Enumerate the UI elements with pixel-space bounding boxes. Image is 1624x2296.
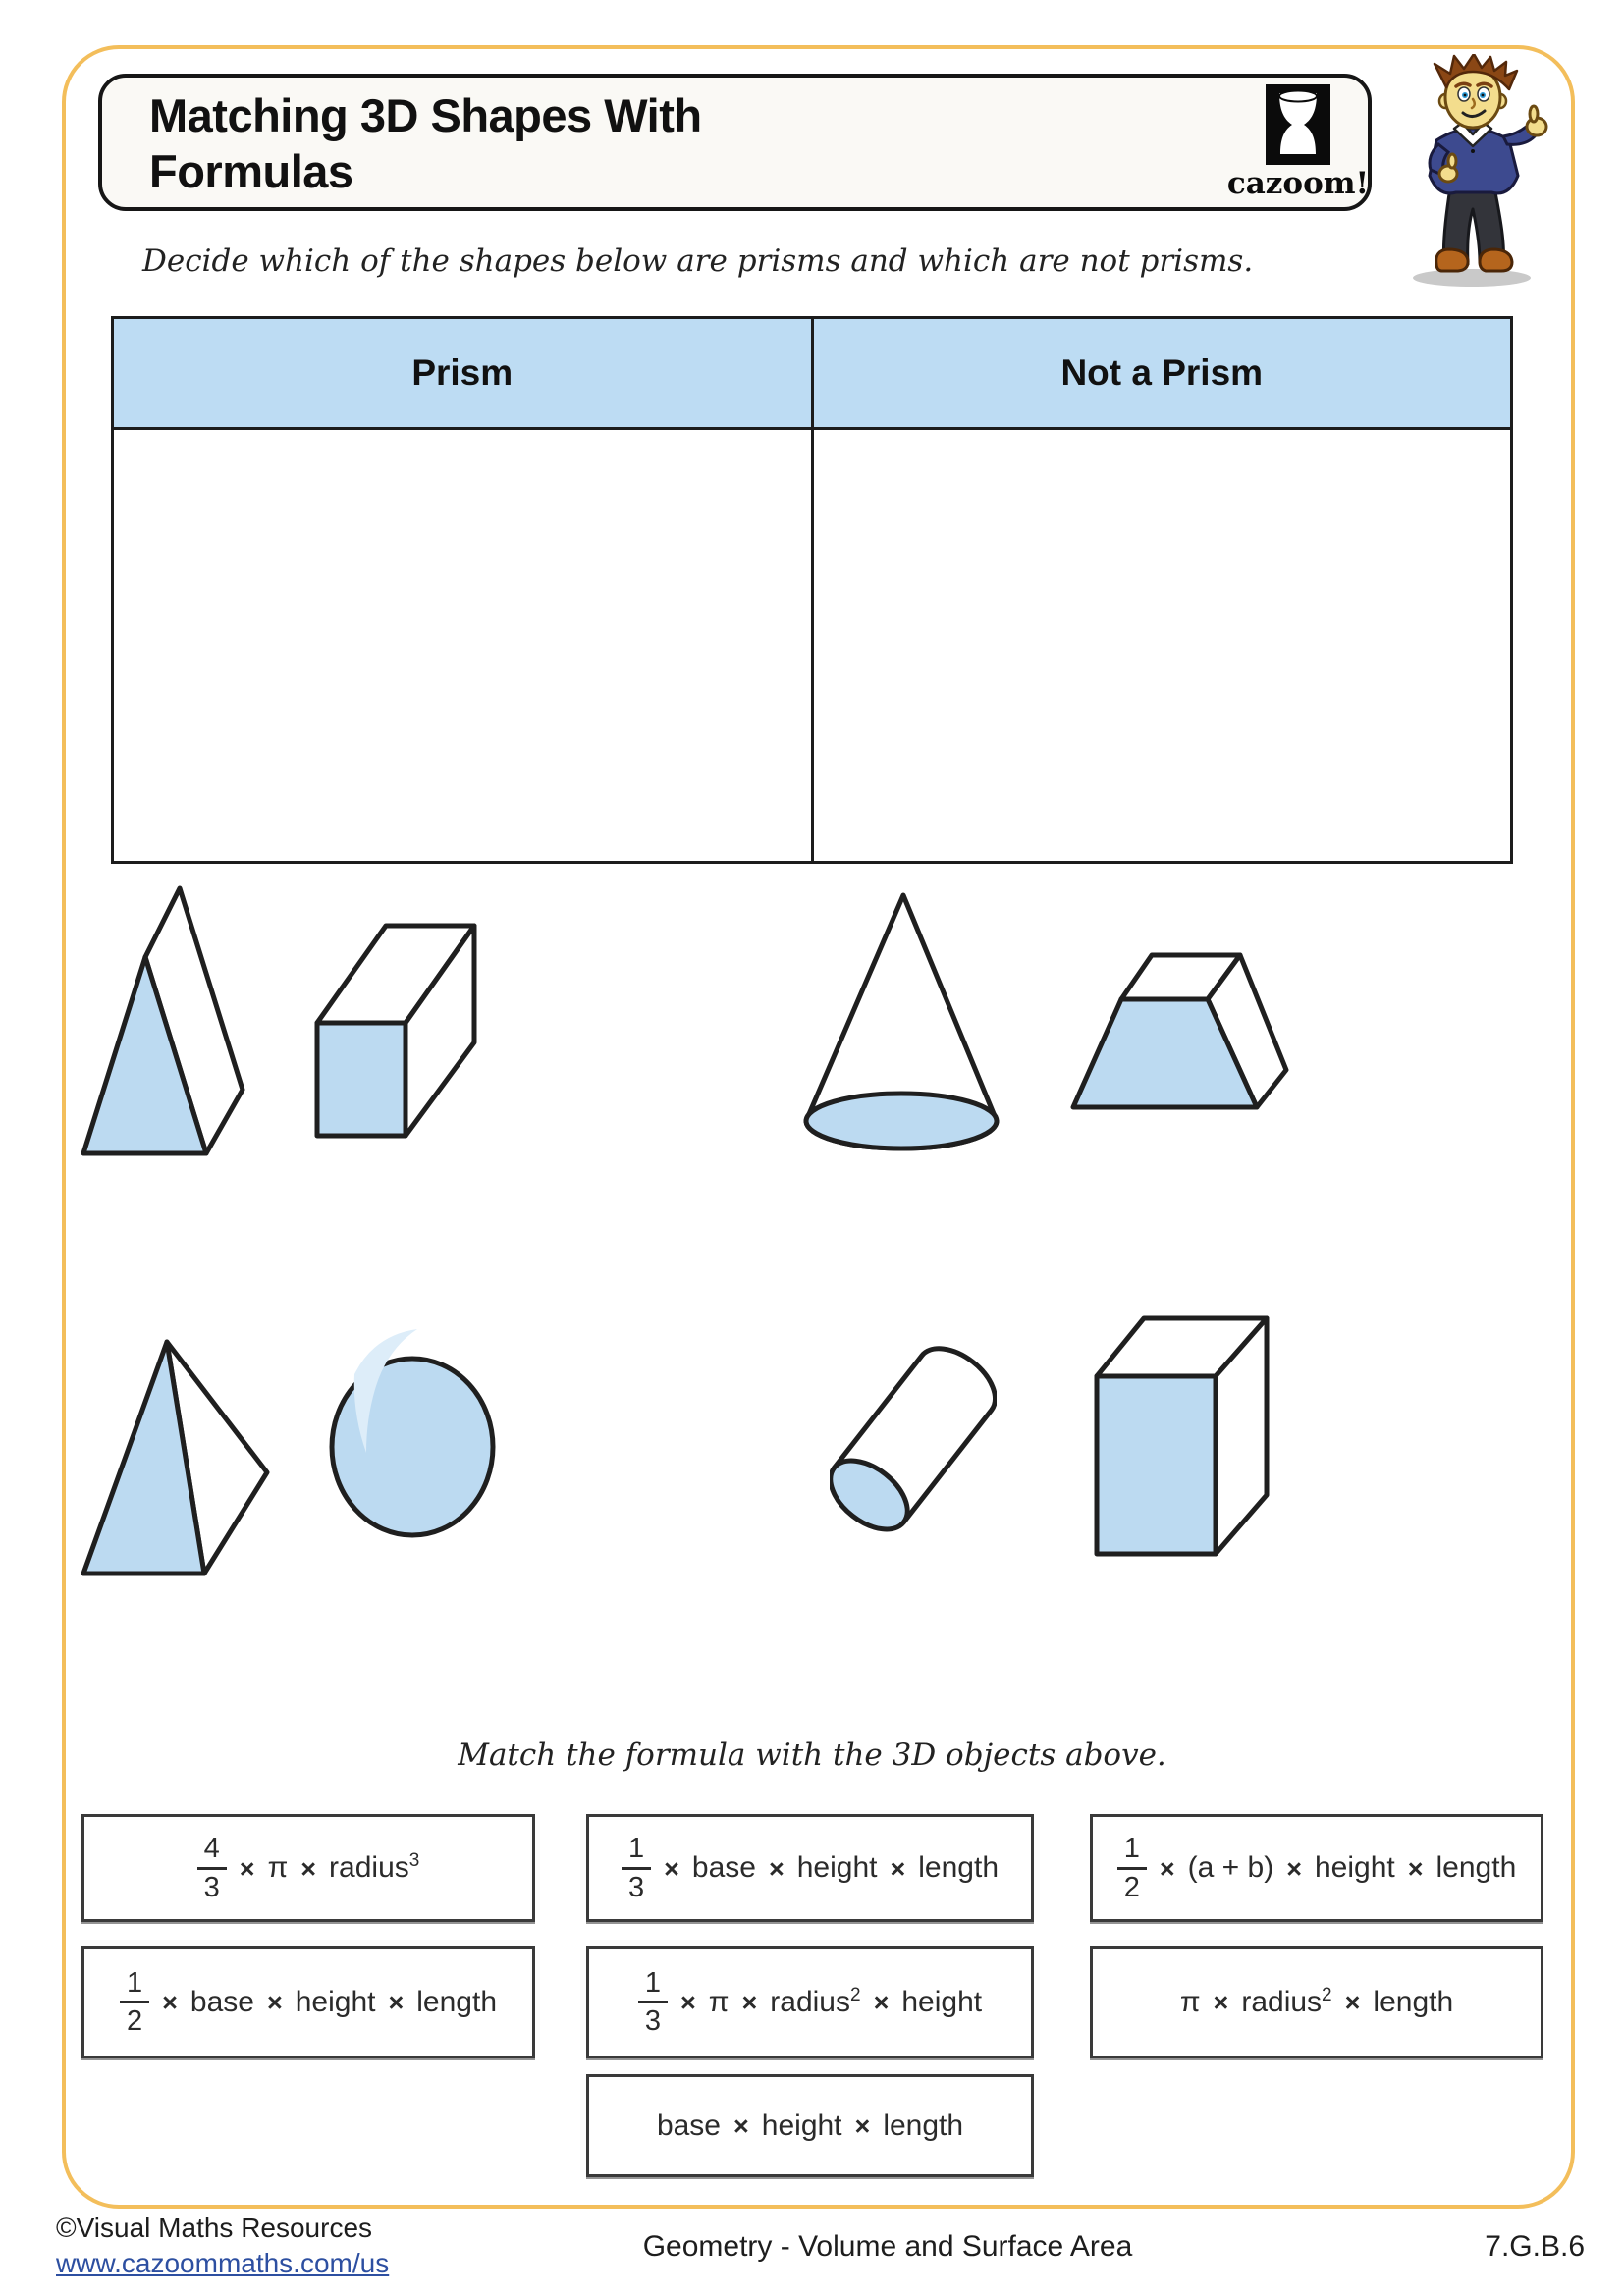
prism-table [111,316,1513,864]
formula-box-trapezoidal-prism-volume: $\frac{1}{2}$ × (a + b) × height × length [1090,1814,1543,1922]
prism-answer-cell [114,430,814,864]
shape-cube [1090,1313,1276,1559]
match-instruction: Match the formula with the 3D objects above. [458,1737,1166,1773]
not-a-prism-answer-cell [814,430,1511,864]
cazoom-link[interactable]: www.cazoommaths.com/us [56,2248,390,2278]
formula-box-cone-volume: $\frac{1}{3}$ × π × radius$^2$ × height [586,1946,1034,2058]
page-title [149,87,702,199]
formula-box-pyramid-volume: $\frac{1}{3}$ × base × height × length [586,1814,1034,1922]
mascot-boy [1387,54,1562,290]
shape-cone [795,883,1006,1158]
shape-square-pyramid [74,1330,280,1585]
page-title-line1: Matching 3D Shapes With [149,89,702,141]
footer-standard-code: 7.G.B.6 [1485,2230,1585,2263]
shape-triangular-prism [74,879,250,1163]
formula-box-sphere-volume: $\frac{4}{3}$ × π × radius$^3$ [81,1814,535,1922]
prism-table-header [114,319,1510,430]
prism-table-body [114,430,1510,864]
footer-topic: Geometry - Volume and Surface Area [642,2230,1133,2263]
formula-box-cylinder-volume: π × radius$^2$ × length [1090,1946,1543,2058]
title-box [98,74,1372,211]
shape-cylinder [830,1330,997,1561]
shape-trapezoidal-prism [1065,942,1296,1119]
header-not-a-prism: Not a Prism [1060,352,1264,393]
copyright-text: ©Visual Maths Resources [56,2213,373,2243]
header-prism: Prism [114,319,814,427]
shape-sphere [327,1315,499,1580]
goblet-icon [1266,84,1330,165]
formula-box-triangular-prism-volume: $\frac{1}{2}$ × base × height × length [81,1946,535,2058]
brand-text: cazoom! [1226,166,1370,201]
formula-box-cuboid-volume: base × height × length [586,2074,1034,2177]
sort-instruction: Decide which of the shapes below are prisms and which are not prisms. [142,243,1254,279]
cazoom-logo [1220,84,1376,201]
page-title-line2: Formulas [149,145,353,197]
shape-cuboid [309,918,486,1144]
